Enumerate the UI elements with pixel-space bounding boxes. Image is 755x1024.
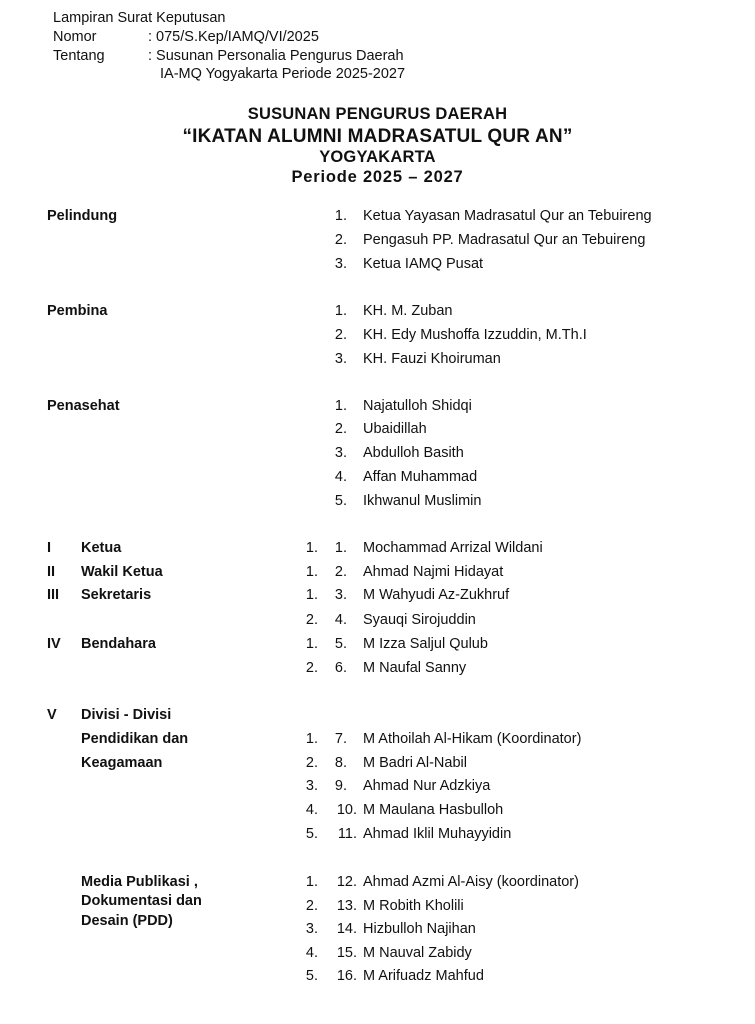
division-label-line3: Desain (PDD) <box>81 913 173 929</box>
title-line3: YOGYAKARTA <box>319 148 436 166</box>
list-number: 2. <box>334 327 347 343</box>
roman-numeral: II <box>47 564 56 580</box>
list-number: 2. <box>334 564 347 580</box>
list-item: Abdulloh Basith <box>363 445 464 461</box>
list-item: M Izza Saljul Qulub <box>363 636 488 652</box>
sub-number: 1. <box>305 564 318 580</box>
division-label-line2: Dokumentasi dan <box>81 893 202 909</box>
list-item: Ahmad Azmi Al-Aisy (koordinator) <box>363 874 579 890</box>
list-item: Ahmad Nur Adzkiya <box>363 778 491 794</box>
list-number: 2. <box>334 421 347 437</box>
list-number: 13. <box>336 898 357 914</box>
list-item: Mochammad Arrizal Wildani <box>363 540 543 556</box>
tentang-label: Tentang <box>53 48 105 64</box>
list-number: 3. <box>334 351 347 367</box>
list-number: 4. <box>334 469 347 485</box>
list-number: 10. <box>336 802 357 818</box>
attachment-label: Lampiran Surat Keputusan <box>53 10 226 26</box>
list-number: 14. <box>336 921 357 937</box>
list-item: Najatulloh Shidqi <box>363 398 472 414</box>
sub-number: 5. <box>305 826 318 842</box>
list-item: M Robith Kholili <box>363 898 464 914</box>
list-number: 12. <box>336 874 357 890</box>
list-number: 5. <box>334 636 347 652</box>
list-number: 2. <box>334 232 347 248</box>
section-label-penasehat: Penasehat <box>47 398 120 414</box>
list-number: 7. <box>334 731 347 747</box>
list-number: 8. <box>334 755 347 771</box>
division-label-line1: Pendidikan dan <box>81 731 189 747</box>
list-number: 16. <box>336 968 357 984</box>
roman-numeral: III <box>47 587 60 603</box>
list-number: 1. <box>334 303 347 319</box>
list-number: 1. <box>334 398 347 414</box>
roman-numeral: V <box>47 707 57 723</box>
divisions-heading: Divisi - Divisi <box>81 707 172 723</box>
list-item: Ubaidillah <box>363 421 427 437</box>
list-item: Ahmad Najmi Hidayat <box>363 564 504 580</box>
list-item: Hizbulloh Najihan <box>363 921 476 937</box>
sub-number: 2. <box>305 612 318 628</box>
sub-number: 4. <box>305 945 318 961</box>
list-item: Affan Muhammad <box>363 469 478 485</box>
list-item: KH. Edy Mushoffa Izzuddin, M.Th.I <box>363 327 587 343</box>
list-item: M Athoilah Al-Hikam (Koordinator) <box>363 731 582 747</box>
tentang-value-line2: IA-MQ Yogyakarta Periode 2025-2027 <box>160 66 406 82</box>
title-line2: “IKATAN ALUMNI MADRASATUL QUR AN” <box>182 126 573 147</box>
list-item: Pengasuh PP. Madrasatul Qur an Tebuireng <box>363 232 646 248</box>
sub-number: 3. <box>305 921 318 937</box>
division-label-line2: Keagamaan <box>81 755 163 771</box>
list-number: 3. <box>334 445 347 461</box>
division-label-line1: Media Publikasi , <box>81 874 198 890</box>
list-number: 3. <box>334 256 347 272</box>
sub-number: 5. <box>305 968 318 984</box>
list-item: KH. M. Zuban <box>363 303 453 319</box>
role-label: Ketua <box>81 540 122 556</box>
title-line4: Periode 2025 – 2027 <box>291 168 464 186</box>
list-item: Ahmad Iklil Muhayyidin <box>363 826 512 842</box>
sub-number: 2. <box>305 755 318 771</box>
list-item: M Arifuadz Mahfud <box>363 968 484 984</box>
role-label: Wakil Ketua <box>81 564 163 580</box>
title-line1: SUSUNAN PENGURUS DAERAH <box>247 105 508 123</box>
list-item: M Wahyudi Az-Zukhruf <box>363 587 510 603</box>
list-number: 1. <box>334 208 347 224</box>
list-number: 11. <box>337 826 357 842</box>
list-item: M Maulana Hasbulloh <box>363 802 504 818</box>
sub-number: 3. <box>305 778 318 794</box>
tentang-value-line1: : Susunan Personalia Pengurus Daerah <box>148 48 404 64</box>
list-item: M Nauval Zabidy <box>363 945 472 961</box>
list-number: 5. <box>334 493 347 509</box>
section-label-pembina: Pembina <box>47 303 108 319</box>
sub-number: 1. <box>305 636 318 652</box>
list-item: Syauqi Sirojuddin <box>363 612 476 628</box>
sub-number: 2. <box>305 898 318 914</box>
role-label: Bendahara <box>81 636 156 652</box>
sub-number: 1. <box>305 731 318 747</box>
sub-number: 1. <box>305 874 318 890</box>
sub-number: 4. <box>305 802 318 818</box>
list-item: KH. Fauzi Khoiruman <box>363 351 501 367</box>
sub-number: 1. <box>305 587 318 603</box>
list-number: 6. <box>334 660 347 676</box>
list-item: Ketua Yayasan Madrasatul Qur an Tebuireng <box>363 208 652 224</box>
list-number: 3. <box>334 587 347 603</box>
list-item: M Naufal Sanny <box>363 660 467 676</box>
roman-numeral: I <box>47 540 52 556</box>
section-label-pelindung: Pelindung <box>47 208 118 224</box>
list-item: M Badri Al-Nabil <box>363 755 467 771</box>
list-number: 9. <box>334 778 347 794</box>
list-number: 15. <box>336 945 357 961</box>
list-number: 1. <box>334 540 347 556</box>
list-item: Ketua IAMQ Pusat <box>363 256 484 272</box>
roman-numeral: IV <box>47 636 61 652</box>
list-item: Ikhwanul Muslimin <box>363 493 482 509</box>
nomor-label: Nomor <box>53 29 97 45</box>
sub-number: 1. <box>305 540 318 556</box>
nomor-value: : 075/S.Kep/IAMQ/VI/2025 <box>148 29 319 45</box>
sub-number: 2. <box>305 660 318 676</box>
role-label: Sekretaris <box>81 587 152 603</box>
list-number: 4. <box>334 612 347 628</box>
